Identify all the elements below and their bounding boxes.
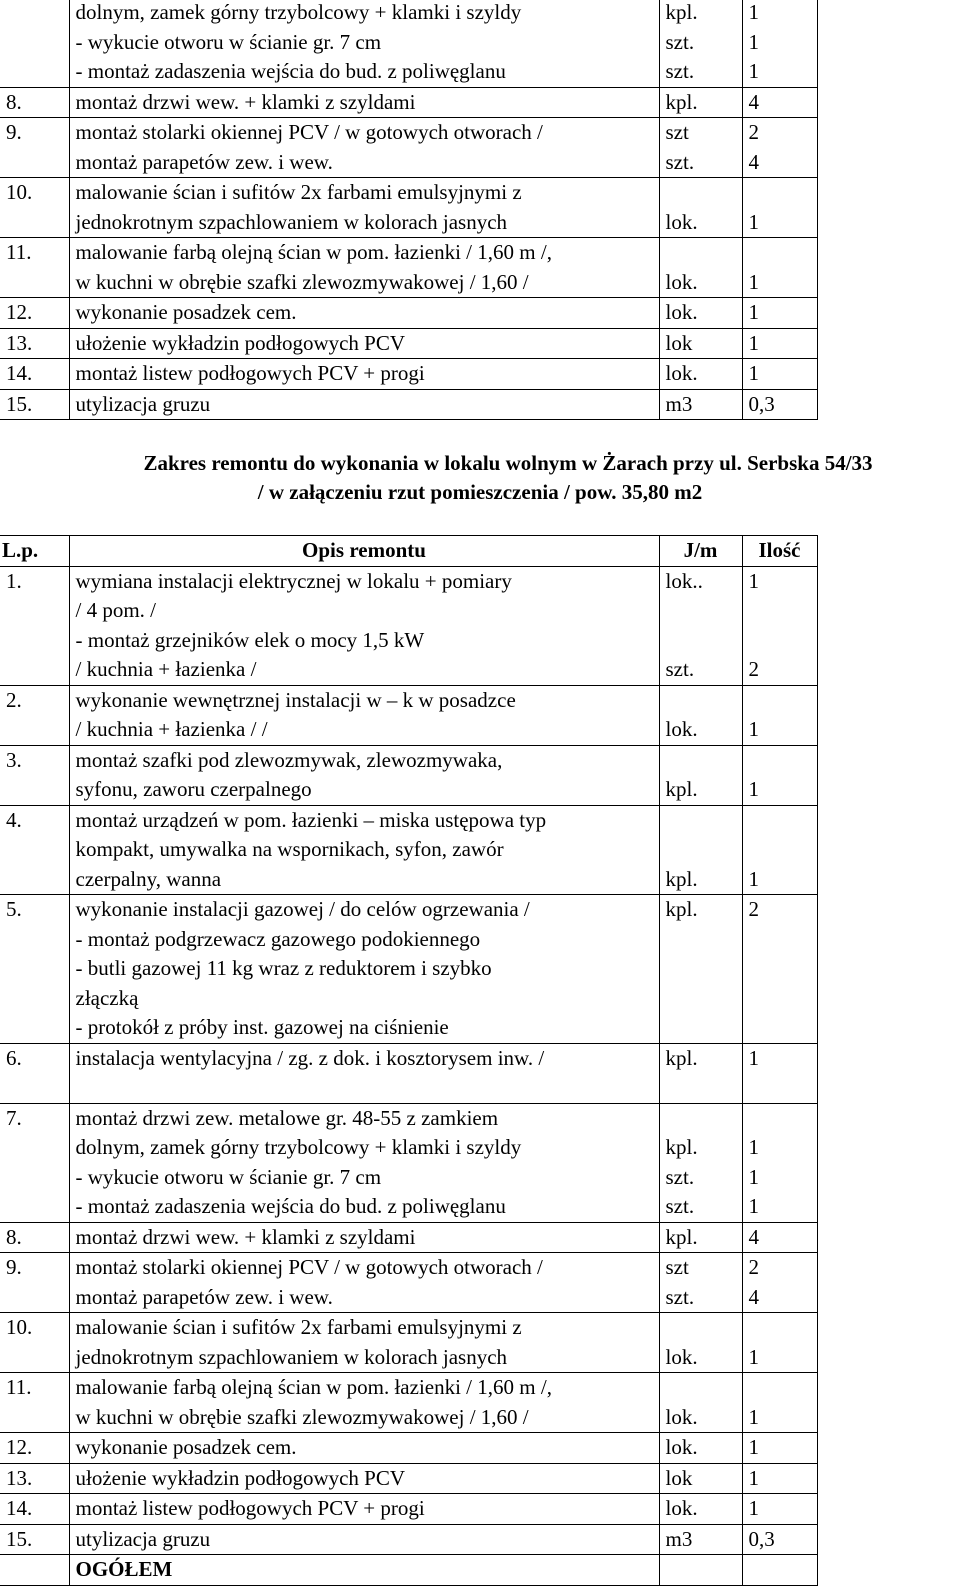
row-quantity-cell bbox=[742, 805, 817, 895]
table-row bbox=[0, 1103, 817, 1222]
row-unit: kpl. bbox=[665, 866, 698, 891]
row-unit: kpl. bbox=[665, 89, 698, 114]
row-unit: kpl. bbox=[665, 1045, 698, 1070]
row-number: 9. bbox=[0, 1253, 69, 1313]
row-description-line: - wykucie otworu w ścianie gr. 7 cm bbox=[75, 1164, 382, 1189]
row-quantity-cell bbox=[742, 1463, 817, 1494]
row-quantity-cell bbox=[742, 1524, 817, 1555]
row-description-line: dolnym, zamek górny trzybolcowy + klamki i szyldy bbox=[75, 0, 522, 24]
row-description-line: czerpalny, wanna bbox=[75, 866, 222, 891]
header-description: Opis remontu bbox=[69, 536, 659, 567]
row-quantity-cell bbox=[742, 1222, 817, 1253]
row-unit-cell bbox=[659, 1103, 742, 1222]
row-unit: kpl. bbox=[665, 1135, 698, 1159]
row-unit-cell bbox=[659, 118, 742, 178]
row-unit: lok. bbox=[665, 269, 698, 294]
row-quantity-cell bbox=[742, 238, 817, 298]
row-quantity bbox=[749, 1013, 817, 1043]
total-row bbox=[0, 1555, 817, 1586]
row-unit-cell bbox=[659, 566, 742, 685]
row-unit bbox=[666, 1073, 742, 1103]
row-description-cell bbox=[69, 389, 659, 420]
row-unit: kpl. bbox=[665, 1224, 698, 1249]
scope-subheading: / w załączeniu rzut pomieszczenia / pow. 35,80 m2 bbox=[257, 480, 703, 504]
table-row bbox=[0, 0, 817, 87]
total-label: OGÓŁEM bbox=[69, 1555, 659, 1586]
row-description-line: w kuchni w obrębie szafki zlewozmywakowej / 1,60 / bbox=[75, 269, 529, 294]
row-quantity: 2 bbox=[748, 1255, 759, 1279]
row-unit-cell bbox=[659, 1313, 742, 1373]
row-quantity: 1 bbox=[748, 29, 759, 54]
row-description-line: utylizacja gruzu bbox=[75, 1526, 211, 1551]
row-number: 13. bbox=[0, 1463, 69, 1494]
header-unit: J/m bbox=[659, 536, 742, 567]
row-unit: lok.. bbox=[665, 568, 703, 593]
row-description-line: montaż szafki pod zlewozmywak, zlewozmywaka, bbox=[75, 747, 503, 772]
total-unit-cell bbox=[659, 1555, 742, 1586]
row-quantity: 4 bbox=[748, 1224, 759, 1249]
row-description-line: złączką bbox=[75, 985, 139, 1010]
row-quantity: 1 bbox=[748, 361, 759, 385]
row-unit: szt. bbox=[665, 59, 695, 83]
table-row bbox=[0, 1253, 817, 1313]
row-unit bbox=[666, 1013, 742, 1043]
row-quantity bbox=[749, 835, 817, 865]
row-description-line: syfonu, zaworu czerpalnego bbox=[75, 777, 312, 801]
row-description-line: instalacja wentylacyjna / zg. z dok. i kosztorysem inw. / bbox=[75, 1045, 545, 1070]
row-unit-cell bbox=[659, 178, 742, 238]
row-description-cell bbox=[69, 1373, 659, 1433]
row-description-line: montaż parapetów zew. i wew. bbox=[75, 1284, 333, 1309]
continued-repair-table bbox=[0, 0, 818, 420]
row-number: 14. bbox=[0, 359, 69, 390]
row-description-line: montaż urządzeń w pom. łazienki – miska ustępowa typ bbox=[75, 807, 547, 832]
row-description-cell bbox=[69, 0, 659, 87]
row-number: 2. bbox=[0, 685, 69, 745]
row-number: 9. bbox=[0, 118, 69, 178]
row-quantity bbox=[749, 1373, 817, 1403]
row-quantity bbox=[749, 954, 817, 984]
row-quantity-cell bbox=[742, 87, 817, 118]
scope-heading: Zakres remontu do wykonania w lokalu wolnym w Żarach przy ul. Serbska 54/33 bbox=[143, 451, 873, 475]
row-description-line: montaż listew podłogowych PCV + progi bbox=[75, 361, 425, 385]
total-qty-cell bbox=[742, 1555, 817, 1586]
row-quantity: 1 bbox=[748, 1164, 759, 1189]
row-quantity bbox=[749, 178, 817, 208]
row-description-line: malowanie farbą olejną ścian w pom. łazienki / 1,60 m /, bbox=[75, 240, 552, 264]
row-unit: szt. bbox=[665, 1284, 695, 1309]
row-unit bbox=[666, 746, 742, 776]
row-unit: m3 bbox=[665, 391, 693, 416]
table-row bbox=[0, 389, 817, 420]
row-quantity-cell bbox=[742, 745, 817, 805]
row-quantity-cell bbox=[742, 895, 817, 1044]
row-quantity: 1 bbox=[748, 300, 759, 324]
row-unit bbox=[666, 1104, 742, 1134]
row-quantity: 1 bbox=[748, 866, 759, 891]
row-quantity-cell bbox=[742, 389, 817, 420]
row-unit: lok. bbox=[665, 361, 698, 385]
row-quantity bbox=[749, 686, 817, 716]
row-unit bbox=[666, 178, 742, 208]
row-description-cell bbox=[69, 238, 659, 298]
header-lp: L.p. bbox=[0, 536, 69, 567]
table-row bbox=[0, 1433, 817, 1464]
row-description-cell bbox=[69, 1463, 659, 1494]
row-number: 10. bbox=[0, 1313, 69, 1373]
row-description-line: jednokrotnym szpachlowaniem w kolorach jasnych bbox=[75, 1344, 508, 1369]
table-row bbox=[0, 1373, 817, 1433]
row-description-line: - montaż zadaszenia wejścia do bud. z poliwęglanu bbox=[75, 59, 506, 83]
row-quantity: 0,3 bbox=[748, 391, 775, 416]
row-unit-cell bbox=[659, 1524, 742, 1555]
row-description-line: / 4 pom. / bbox=[75, 598, 157, 622]
row-description-cell bbox=[69, 298, 659, 329]
row-description-cell bbox=[69, 1433, 659, 1464]
row-quantity bbox=[749, 596, 817, 626]
row-unit bbox=[666, 806, 742, 836]
row-unit: lok. bbox=[665, 300, 698, 324]
row-description-cell bbox=[69, 685, 659, 745]
row-description-line: wykonanie wewnętrznej instalacji w – k w posadzce bbox=[75, 687, 516, 712]
row-quantity: 2 bbox=[748, 897, 759, 921]
table-row bbox=[0, 745, 817, 805]
row-quantity: 1 bbox=[748, 59, 759, 83]
row-description-line: - wykucie otworu w ścianie gr. 7 cm bbox=[75, 29, 382, 54]
row-description-line: montaż listew podłogowych PCV + progi bbox=[75, 1496, 425, 1520]
row-number: 8. bbox=[0, 87, 69, 118]
row-unit-cell bbox=[659, 805, 742, 895]
row-number: 8. bbox=[0, 1222, 69, 1253]
row-unit bbox=[666, 1313, 742, 1343]
row-quantity-cell bbox=[742, 1253, 817, 1313]
row-quantity-cell bbox=[742, 1433, 817, 1464]
row-unit-cell bbox=[659, 1433, 742, 1464]
row-quantity: 1 bbox=[748, 269, 759, 294]
table-row bbox=[0, 1463, 817, 1494]
row-unit-cell bbox=[659, 745, 742, 805]
row-quantity: 1 bbox=[748, 777, 759, 801]
row-unit bbox=[666, 238, 742, 268]
row-number: 10. bbox=[0, 178, 69, 238]
row-quantity bbox=[749, 1073, 817, 1103]
row-description-line: wykonanie posadzek cem. bbox=[75, 300, 297, 324]
row-description-line: wykonanie posadzek cem. bbox=[75, 1435, 297, 1459]
row-quantity-cell bbox=[742, 0, 817, 87]
row-unit-cell bbox=[659, 1043, 742, 1103]
row-unit-cell bbox=[659, 298, 742, 329]
table-row bbox=[0, 178, 817, 238]
table-row bbox=[0, 1494, 817, 1525]
row-quantity-cell bbox=[742, 359, 817, 390]
row-quantity bbox=[749, 1104, 817, 1134]
row-description-line bbox=[76, 1073, 659, 1103]
row-quantity: 1 bbox=[748, 1435, 759, 1459]
row-quantity: 1 bbox=[748, 1344, 759, 1369]
row-number: 15. bbox=[0, 389, 69, 420]
row-unit: kpl. bbox=[665, 897, 698, 921]
row-description-cell bbox=[69, 359, 659, 390]
row-number: 4. bbox=[0, 805, 69, 895]
table-row bbox=[0, 566, 817, 685]
row-unit: szt. bbox=[665, 657, 695, 681]
row-description-line: montaż drzwi wew. + klamki z szyldami bbox=[75, 89, 416, 114]
row-description-line: jednokrotnym szpachlowaniem w kolorach jasnych bbox=[75, 209, 508, 234]
row-unit bbox=[666, 925, 742, 955]
row-description-line: - protokół z próby inst. gazowej na ciśnienie bbox=[75, 1015, 449, 1039]
row-description-cell bbox=[69, 118, 659, 178]
row-unit bbox=[666, 835, 742, 865]
row-quantity: 1 bbox=[748, 1496, 759, 1520]
row-unit: lok. bbox=[665, 717, 698, 741]
row-number: 11. bbox=[0, 238, 69, 298]
row-unit: szt. bbox=[665, 1194, 695, 1218]
row-description-line: - montaż grzejników elek o mocy 1,5 kW bbox=[75, 627, 425, 652]
row-unit: szt. bbox=[665, 29, 695, 54]
row-quantity: 1 bbox=[748, 1045, 759, 1070]
header-quantity: Ilość bbox=[742, 536, 817, 567]
row-number: 5. bbox=[0, 895, 69, 1044]
row-description-cell bbox=[69, 805, 659, 895]
row-description-line: montaż parapetów zew. i wew. bbox=[75, 149, 333, 174]
row-number: 11. bbox=[0, 1373, 69, 1433]
row-number: 14. bbox=[0, 1494, 69, 1525]
row-number: 1. bbox=[0, 566, 69, 685]
row-description-cell bbox=[69, 1043, 659, 1103]
row-unit bbox=[666, 1373, 742, 1403]
row-description-cell bbox=[69, 1253, 659, 1313]
table-row bbox=[0, 359, 817, 390]
row-unit-cell bbox=[659, 895, 742, 1044]
row-description-cell bbox=[69, 87, 659, 118]
row-unit: lok. bbox=[665, 1404, 698, 1429]
row-unit: szt. bbox=[665, 1164, 695, 1189]
row-description-line: - montaż podgrzewacz gazowego podokiennego bbox=[75, 926, 481, 951]
row-description-line: malowanie ścian i sufitów 2x farbami emulsyjnymi z bbox=[75, 1315, 522, 1339]
row-number: 6. bbox=[0, 1043, 69, 1103]
table-row bbox=[0, 1524, 817, 1555]
row-description-line: malowanie ścian i sufitów 2x farbami emulsyjnymi z bbox=[75, 180, 522, 204]
row-quantity-cell bbox=[742, 566, 817, 685]
row-quantity: 1 bbox=[748, 1404, 759, 1429]
row-unit: lok. bbox=[665, 209, 698, 234]
row-number: 7. bbox=[0, 1103, 69, 1222]
table-row bbox=[0, 1313, 817, 1373]
row-unit: lok bbox=[665, 330, 693, 355]
row-unit bbox=[666, 596, 742, 626]
row-number: 12. bbox=[0, 1433, 69, 1464]
table-row bbox=[0, 298, 817, 329]
row-description-line: wykonanie instalacji gazowej / do celów ogrzewania / bbox=[75, 897, 530, 921]
row-unit-cell bbox=[659, 1253, 742, 1313]
row-description-line: / kuchnia + łazienka / bbox=[75, 657, 257, 681]
row-unit: m3 bbox=[665, 1526, 693, 1551]
row-unit: lok. bbox=[665, 1344, 698, 1369]
row-description-cell bbox=[69, 1313, 659, 1373]
row-number: 3. bbox=[0, 745, 69, 805]
row-quantity bbox=[749, 746, 817, 776]
repair-scope-table bbox=[0, 535, 818, 1586]
row-unit: lok. bbox=[665, 1435, 698, 1459]
row-quantity-cell bbox=[742, 1043, 817, 1103]
row-description-line: montaż stolarki okiennej PCV / w gotowych otworach / bbox=[75, 120, 543, 144]
row-description-line: malowanie farbą olejną ścian w pom. łazienki / 1,60 m /, bbox=[75, 1375, 552, 1399]
row-description-line: montaż drzwi zew. metalowe gr. 48-55 z zamkiem bbox=[75, 1105, 499, 1130]
row-unit: kpl. bbox=[665, 0, 698, 24]
row-unit: szt bbox=[665, 1255, 689, 1279]
row-description-line: montaż drzwi wew. + klamki z szyldami bbox=[75, 1224, 416, 1249]
row-quantity: 1 bbox=[748, 1465, 759, 1490]
table-row bbox=[0, 328, 817, 359]
row-description-line: dolnym, zamek górny trzybolcowy + klamki i szyldy bbox=[75, 1135, 522, 1159]
row-unit-cell bbox=[659, 1222, 742, 1253]
row-quantity bbox=[749, 626, 817, 656]
row-quantity-cell bbox=[742, 1313, 817, 1373]
table-row bbox=[0, 895, 817, 1044]
row-description-cell bbox=[69, 178, 659, 238]
row-description-line: ułożenie wykładzin podłogowych PCV bbox=[75, 330, 406, 355]
row-quantity bbox=[749, 806, 817, 836]
row-description-cell bbox=[69, 1103, 659, 1222]
row-quantity: 4 bbox=[748, 149, 759, 174]
row-description-cell bbox=[69, 745, 659, 805]
table-row bbox=[0, 238, 817, 298]
table-row bbox=[0, 1222, 817, 1253]
row-quantity: 2 bbox=[748, 120, 759, 144]
row-quantity: 4 bbox=[748, 1284, 759, 1309]
row-number bbox=[0, 0, 69, 87]
row-quantity: 0,3 bbox=[748, 1526, 775, 1551]
row-quantity-cell bbox=[742, 1494, 817, 1525]
row-quantity-cell bbox=[742, 328, 817, 359]
row-quantity bbox=[749, 925, 817, 955]
row-description-line: utylizacja gruzu bbox=[75, 391, 211, 416]
table-header-row bbox=[0, 536, 817, 567]
row-quantity: 1 bbox=[748, 717, 759, 741]
row-description-line: w kuchni w obrębie szafki zlewozmywakowej / 1,60 / bbox=[75, 1404, 529, 1429]
row-number: 13. bbox=[0, 328, 69, 359]
row-unit-cell bbox=[659, 359, 742, 390]
row-unit-cell bbox=[659, 328, 742, 359]
row-unit-cell bbox=[659, 1494, 742, 1525]
row-quantity: 2 bbox=[748, 657, 759, 681]
row-unit: lok. bbox=[665, 1496, 698, 1520]
row-description-line: ułożenie wykładzin podłogowych PCV bbox=[75, 1465, 406, 1490]
row-unit-cell bbox=[659, 685, 742, 745]
table-row bbox=[0, 805, 817, 895]
row-quantity: 4 bbox=[748, 89, 759, 114]
table-row bbox=[0, 87, 817, 118]
row-quantity-cell bbox=[742, 685, 817, 745]
row-quantity-cell bbox=[742, 118, 817, 178]
row-description-line: montaż stolarki okiennej PCV / w gotowych otworach / bbox=[75, 1255, 543, 1279]
row-description-cell bbox=[69, 328, 659, 359]
row-quantity: 1 bbox=[748, 209, 759, 234]
table-row bbox=[0, 685, 817, 745]
row-description-cell bbox=[69, 1524, 659, 1555]
row-unit: szt bbox=[665, 120, 689, 144]
row-unit: kpl. bbox=[665, 777, 698, 801]
row-quantity: 1 bbox=[748, 1135, 759, 1159]
row-quantity-cell bbox=[742, 1103, 817, 1222]
table-row bbox=[0, 118, 817, 178]
row-unit bbox=[666, 954, 742, 984]
row-description-cell bbox=[69, 1222, 659, 1253]
row-unit-cell bbox=[659, 1373, 742, 1433]
row-description-line: / kuchnia + łazienka / / bbox=[75, 717, 268, 741]
row-quantity bbox=[749, 984, 817, 1014]
total-empty-cell bbox=[0, 1555, 69, 1586]
row-description-line: - butli gazowej 11 kg wraz z reduktorem i szybko bbox=[75, 956, 492, 980]
row-quantity bbox=[749, 1313, 817, 1343]
row-unit bbox=[666, 686, 742, 716]
row-quantity: 1 bbox=[748, 0, 759, 24]
table-row bbox=[0, 1043, 817, 1103]
row-quantity: 1 bbox=[748, 568, 759, 593]
row-quantity: 1 bbox=[748, 1194, 759, 1218]
row-quantity-cell bbox=[742, 1373, 817, 1433]
row-unit bbox=[666, 626, 742, 656]
row-quantity-cell bbox=[742, 178, 817, 238]
row-quantity: 1 bbox=[748, 330, 759, 355]
row-number: 12. bbox=[0, 298, 69, 329]
row-unit-cell bbox=[659, 0, 742, 87]
row-description-line: wymiana instalacji elektrycznej w lokalu + pomiary bbox=[75, 568, 512, 593]
row-unit-cell bbox=[659, 87, 742, 118]
row-unit: szt. bbox=[665, 149, 695, 174]
row-description-line: kompakt, umywalka na wspornikach, syfon, zawór bbox=[75, 837, 504, 861]
row-number: 15. bbox=[0, 1524, 69, 1555]
row-description-cell bbox=[69, 566, 659, 685]
row-unit: lok bbox=[665, 1465, 693, 1490]
row-unit-cell bbox=[659, 1463, 742, 1494]
row-quantity bbox=[749, 238, 817, 268]
row-description-cell bbox=[69, 895, 659, 1044]
row-unit-cell bbox=[659, 389, 742, 420]
row-unit bbox=[666, 984, 742, 1014]
row-unit-cell bbox=[659, 238, 742, 298]
row-description-line: - montaż zadaszenia wejścia do bud. z poliwęglanu bbox=[75, 1194, 506, 1218]
row-description-cell bbox=[69, 1494, 659, 1525]
row-quantity-cell bbox=[742, 298, 817, 329]
